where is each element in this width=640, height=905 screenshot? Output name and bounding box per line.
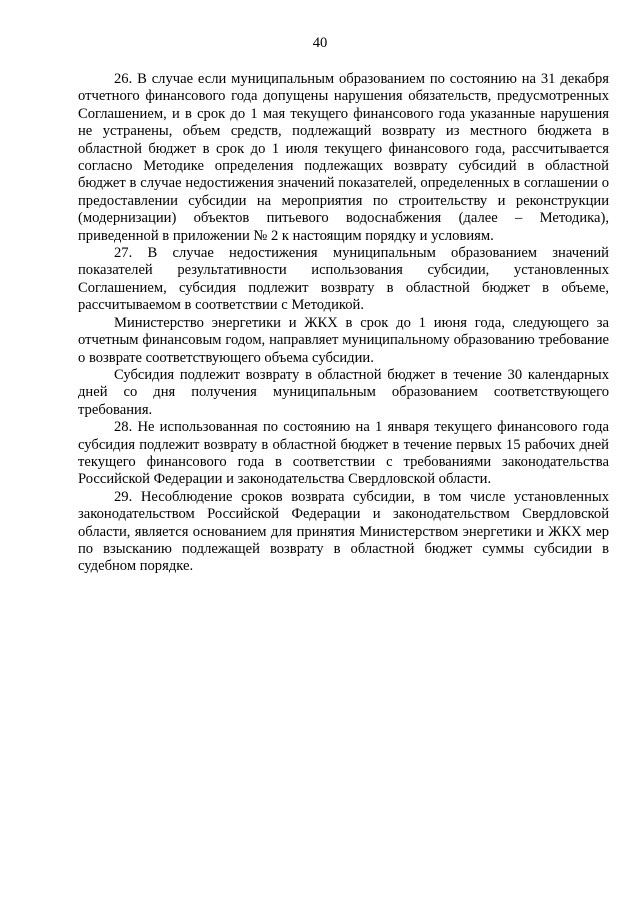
paragraph-29: 29. Несоблюдение сроков возврата субсидии, в том числе установленных законодательством Российской Федерации и законодательством Свердловской области, является основанием для принятия Министерством энергетики и ЖКХ мер по взысканию подлежащей возврату в областной бюджет суммы субсидии в судебном порядке. — [78, 488, 609, 575]
paragraph-27-return-term: Субсидия подлежит возврату в областной бюджет в течение 30 календарных дней со дня получения муниципальным образованием соответствующего требования. — [78, 366, 609, 418]
paragraph-27: 27. В случае недостижения муниципальным образованием значений показателей результативности использования субсидии, установленных Соглашением, субсидия подлежит возврату в областной бюджет в объеме, рассчитываемом в соответствии с Методикой. — [78, 245, 609, 314]
paragraph-28: 28. Не использованная по состоянию на 1 января текущего финансового года субсидия подлежит возврату в областной бюджет в течение первых 15 рабочих дней текущего финансового года в соответствии с требованиями законодательства Российской Федерации и законодательства Свердловской области. — [78, 419, 609, 488]
page-number: 40 — [312, 35, 328, 51]
paragraph-27-ministry-requirement: Министерство энергетики и ЖКХ в срок до 1 июня года, следующего за отчетным финансовым годом, направляет муниципальному образованию требование о возврате соответствующего объема субсидии. — [78, 314, 609, 366]
document-body — [78, 71, 609, 576]
paragraph-26: 26. В случае если муниципальным образованием по состоянию на 31 декабря отчетного финансового года допущены нарушения обязательств, предусмотренных Соглашением, и в срок до 1 мая текущего финансового года указанные нарушения не устранены, объем средств, подлежащий возврату из местного бюджета в областной бюджет в срок до 1 июля текущего финансового года, рассчитывается согласно Методике определения подлежащих возврату субсидий в областной бюджет в случае недостижения значений показателей, определенных в соглашении о предоставлении субсидии на мероприятия по строительству и реконструкции (модернизации) объектов питьевого водоснабжения (далее – Методика), приведенной в приложении № 2 к настоящим порядку и условиям. — [78, 71, 609, 244]
